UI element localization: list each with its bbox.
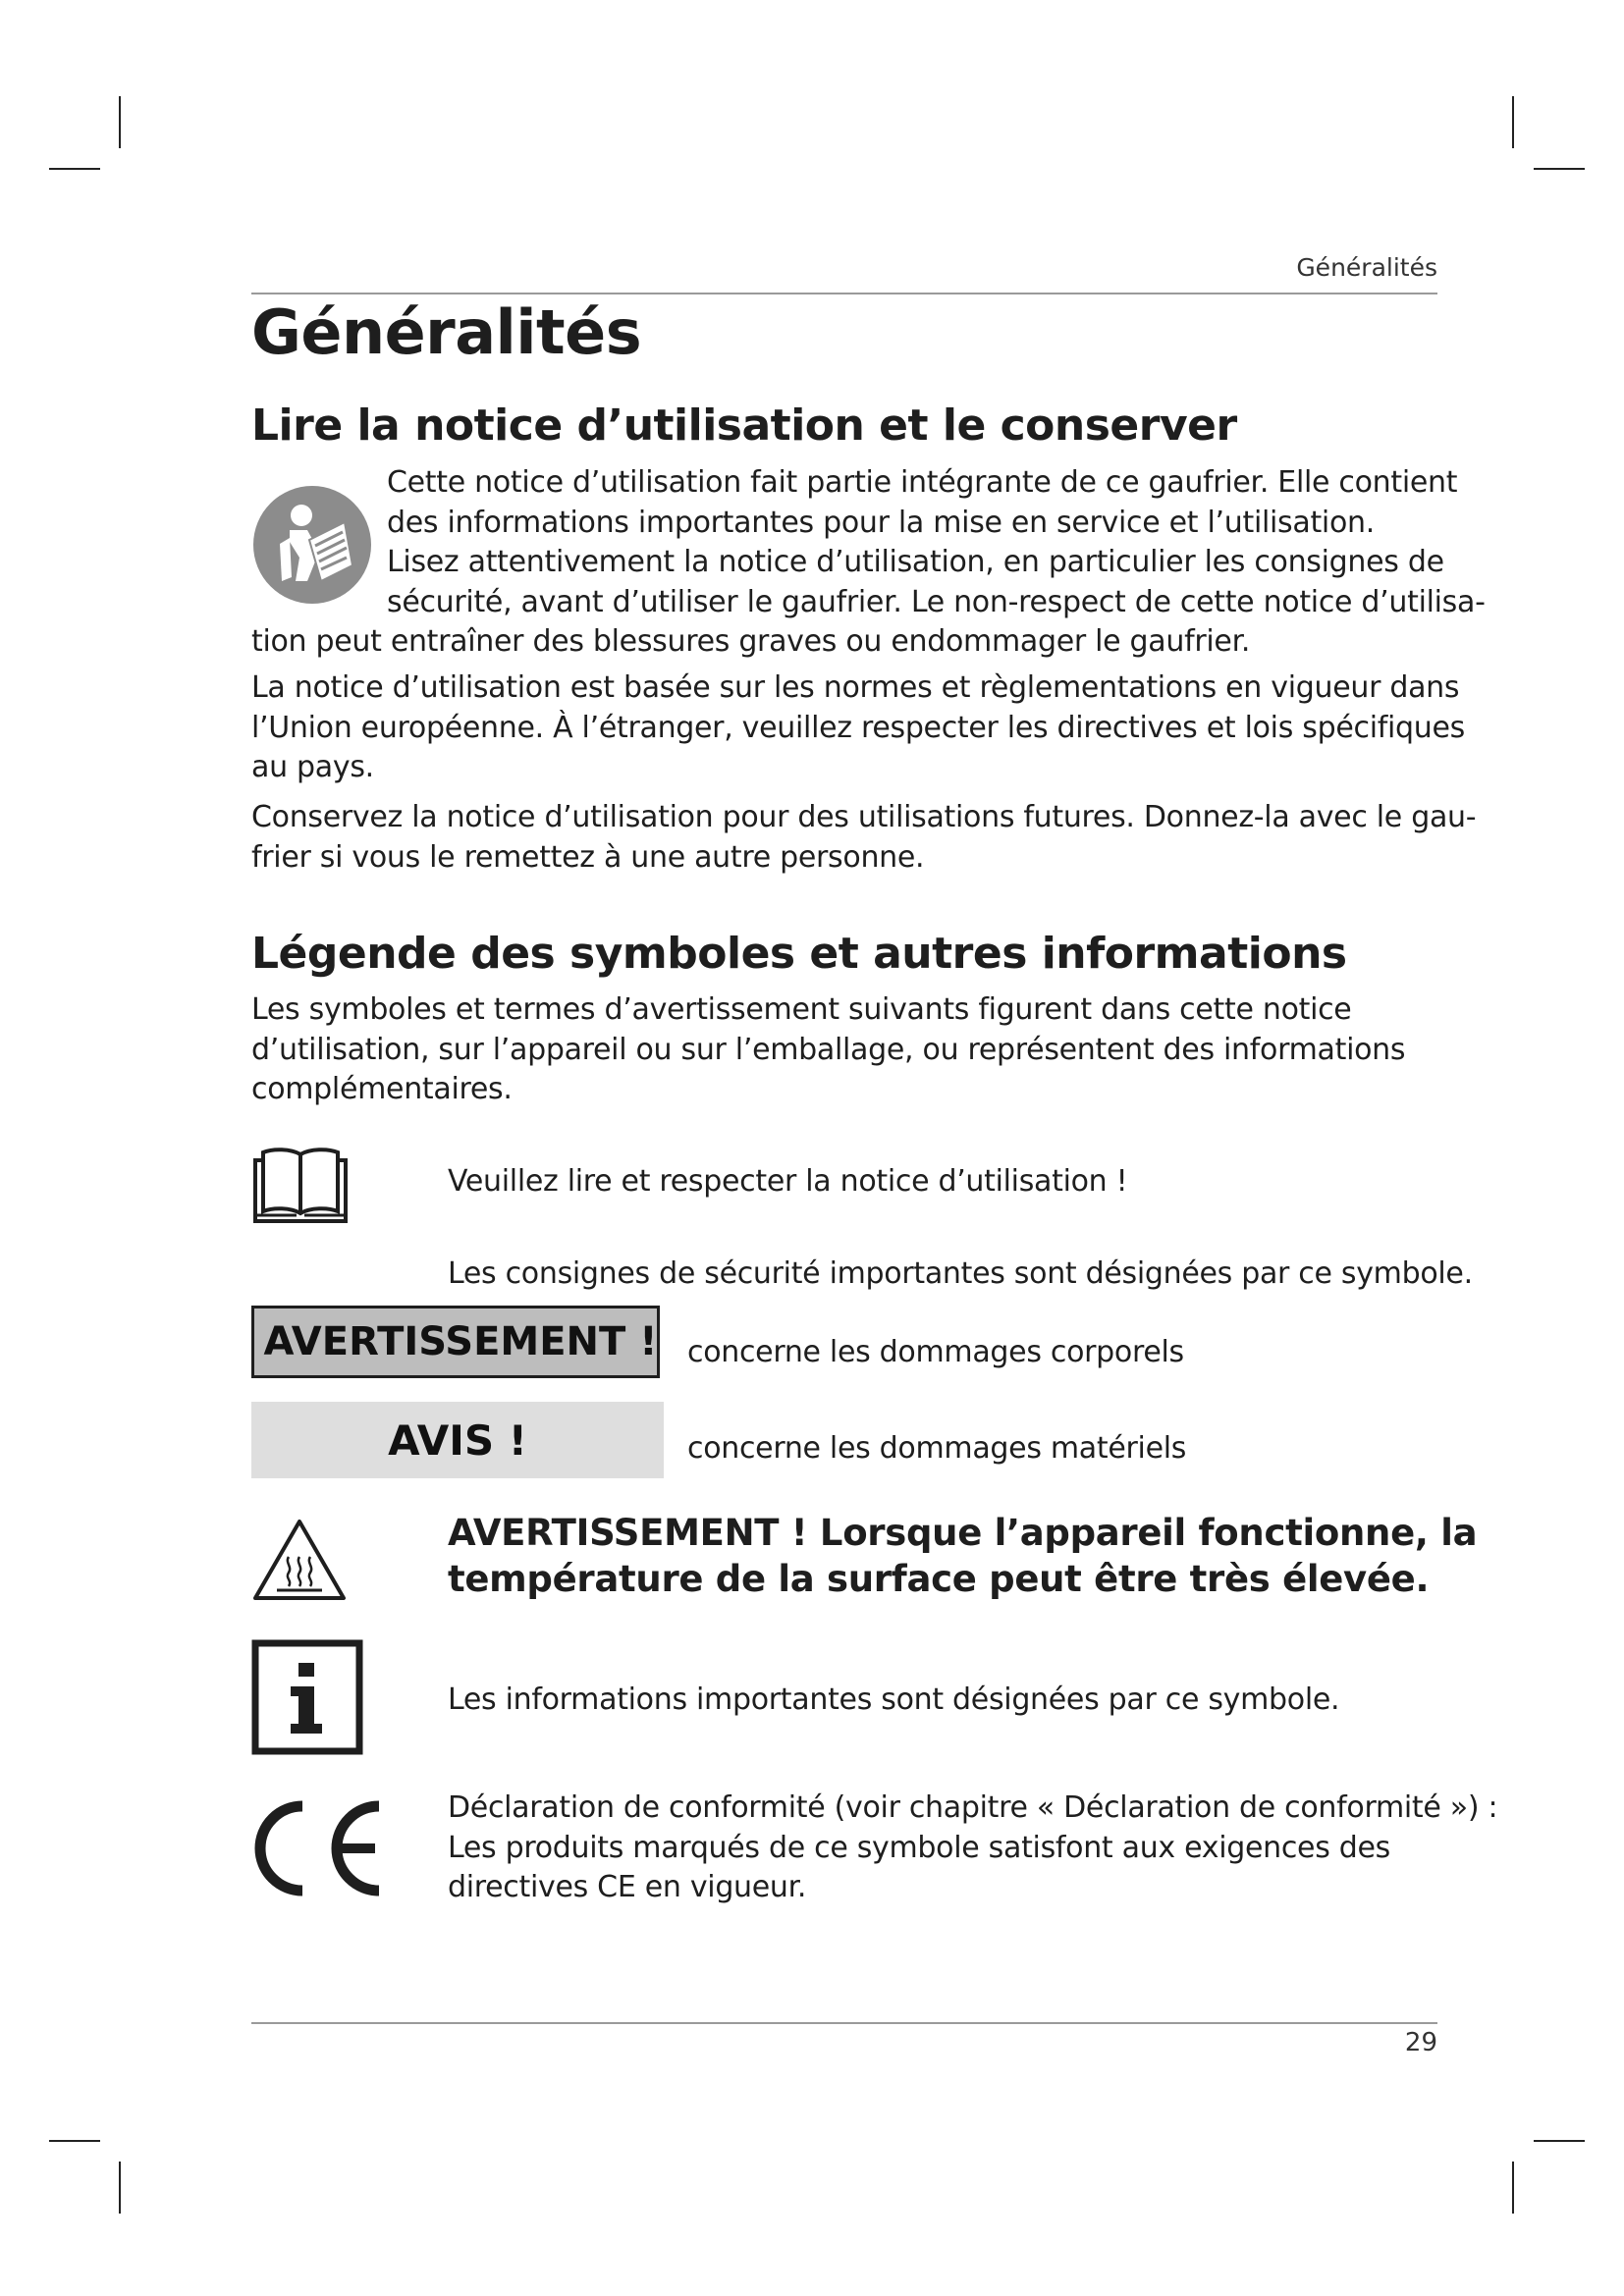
warning-text: concerne les dommages corporels xyxy=(687,1335,1184,1369)
paragraph-keep xyxy=(251,798,1477,878)
page-title: Généralités xyxy=(251,296,642,368)
paragraph-standards xyxy=(251,668,1465,788)
notice-text: concerne les dommages matériels xyxy=(687,1431,1187,1466)
ce-text xyxy=(448,1789,1498,1908)
text-line: des informations importantes pour la mise en service et l’utilisation. xyxy=(387,505,1375,540)
text-line: Cette notice d’utilisation fait partie intégrante de ce gaufrier. Elle contient xyxy=(387,465,1458,500)
header-rule xyxy=(251,293,1437,294)
text-line: tion peut entraîner des blessures graves ou endommager le gaufrier. xyxy=(251,624,1251,659)
safety-intro-text: Les consignes de sécurité importantes sont désignées par ce symbole. xyxy=(448,1256,1473,1291)
crop-mark xyxy=(1512,96,1514,148)
text-line: Lisez attentivement la notice d’utilisation, en particulier les consignes de xyxy=(387,545,1444,579)
open-book-icon xyxy=(251,1147,350,1225)
crop-mark xyxy=(49,2140,100,2142)
notice-label: AVIS ! xyxy=(388,1415,527,1465)
crop-mark xyxy=(1534,168,1585,170)
crop-mark xyxy=(49,168,100,170)
info-icon xyxy=(251,1639,363,1755)
text-line: directives CE en vigueur. xyxy=(448,1870,807,1904)
text-line: Les produits marqués de ce symbole satisfont aux exigences des xyxy=(448,1830,1390,1865)
hot-surface-icon xyxy=(251,1518,348,1602)
running-header: Généralités xyxy=(1296,253,1437,282)
notice-badge xyxy=(251,1402,664,1478)
ce-mark-icon xyxy=(251,1798,389,1898)
text-line: sécurité, avant d’utiliser le gaufrier. Le non-respect de cette notice d’utilisa- xyxy=(387,584,1486,619)
text-line: d’utilisation, sur l’appareil ou sur l’emballage, ou représentent des informations xyxy=(251,1032,1406,1067)
read-manual-text: Veuillez lire et respecter la notice d’utilisation ! xyxy=(448,1164,1128,1199)
paragraph-intro xyxy=(251,463,1486,663)
warning-badge xyxy=(251,1306,660,1378)
footer-rule xyxy=(251,2022,1437,2024)
page-number: 29 xyxy=(1404,2028,1437,2057)
section-heading-symbols: Légende des symboles et autres informations xyxy=(251,929,1347,979)
section-heading-notice: Lire la notice d’utilisation et le conserver xyxy=(251,400,1237,451)
text-line: au pays. xyxy=(251,750,374,784)
warning-label: AVERTISSEMENT ! xyxy=(263,1319,658,1364)
text-line: complémentaires. xyxy=(251,1072,513,1106)
crop-mark xyxy=(1512,2162,1514,2214)
info-text: Les informations importantes sont désignées par ce symbole. xyxy=(448,1682,1340,1717)
text-line: Conservez la notice d’utilisation pour des utilisations futures. Donnez-la avec le gau- xyxy=(251,800,1477,834)
text-line: Les symboles et termes d’avertissement suivants figurent dans cette notice xyxy=(251,992,1352,1027)
crop-mark xyxy=(1534,2140,1585,2142)
paragraph-symbols-intro xyxy=(251,990,1437,1110)
crop-mark xyxy=(119,96,121,148)
text-line: frier si vous le remettez à une autre personne. xyxy=(251,839,925,875)
text-line: température de la surface peut être très élevée. xyxy=(448,1558,1430,1600)
text-line: AVERTISSEMENT ! Lorsque l’appareil fonctionne, la xyxy=(448,1512,1478,1554)
crop-mark xyxy=(119,2162,121,2214)
text-line: l’Union européenne. À l’étranger, veuillez respecter les directives et lois spécifiques xyxy=(251,710,1465,745)
text-line: La notice d’utilisation est basée sur les normes et règlementations en vigueur dans xyxy=(251,670,1460,705)
text-line: Déclaration de conformité (voir chapitre « Déclaration de conformité ») : xyxy=(448,1790,1498,1825)
hot-surface-warning xyxy=(448,1510,1477,1602)
